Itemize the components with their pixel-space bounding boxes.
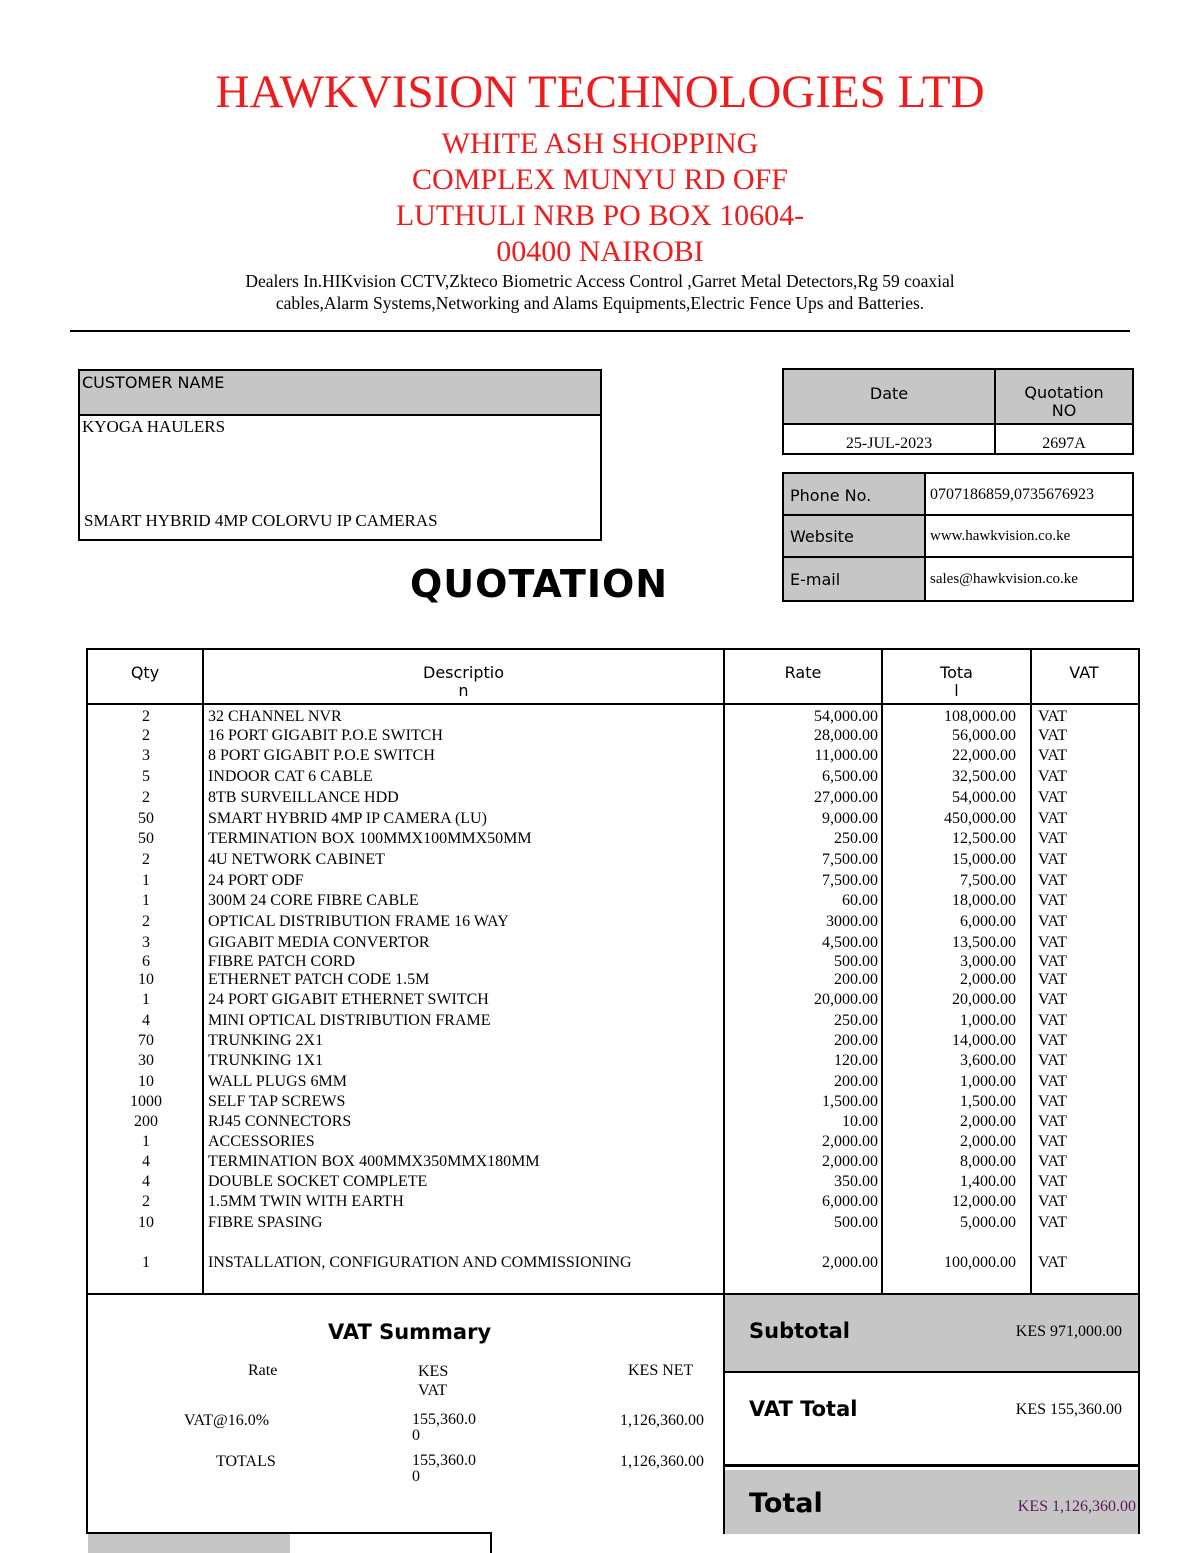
row-vat: VAT [1038, 1073, 1068, 1090]
row-vat: VAT [1038, 1032, 1068, 1049]
row-total: 3,000.00 [960, 953, 1016, 970]
row-vat: VAT [1038, 913, 1068, 930]
vat-summary-kes-vat-header [418, 1362, 448, 1400]
row-vat: VAT [1038, 953, 1068, 970]
table-row [88, 1072, 1138, 1092]
row-description: 8 PORT GIGABIT P.O.E SWITCH [208, 747, 435, 764]
row-qty: 30 [138, 1052, 154, 1069]
row-vat-line-2: 0 [412, 1427, 420, 1444]
row-total: 1,500.00 [960, 1093, 1016, 1110]
row-total: 7,500.00 [960, 872, 1016, 889]
row-total: 5,000.00 [960, 1214, 1016, 1231]
row-description: GIGABIT MEDIA CONVERTOR [208, 934, 430, 951]
row-description: 8TB SURVEILLANCE HDD [208, 789, 399, 806]
row-rate: 120.00 [834, 1052, 878, 1069]
quotation-no-label [996, 370, 1132, 425]
th-vat: VAT [1069, 663, 1099, 682]
row-description: INSTALLATION, CONFIGURATION AND COMMISSIONING [208, 1254, 632, 1271]
row-vat: VAT [1038, 934, 1068, 951]
row-description: ETHERNET PATCH CODE 1.5M [208, 971, 430, 988]
quotation-no-value: 2697A [1042, 435, 1086, 452]
row-qty: 10 [138, 1214, 154, 1231]
table-row [88, 990, 1138, 1010]
customer-header [80, 371, 600, 416]
row-rate: 250.00 [834, 1012, 878, 1029]
kes-vat-header-line-2: VAT [418, 1382, 448, 1399]
row-vat: VAT [1038, 1113, 1068, 1130]
row-qty: 4 [142, 1173, 150, 1190]
row-qty: 50 [138, 830, 154, 847]
footer-gray-cell [88, 1534, 290, 1553]
row-total: 2,000.00 [960, 1113, 1016, 1130]
table-row [88, 1112, 1138, 1132]
header-divider [70, 330, 1130, 332]
row-description: 24 PORT GIGABIT ETHERNET SWITCH [208, 991, 489, 1008]
row-rate: 500.00 [834, 953, 878, 970]
row-qty: 10 [138, 971, 154, 988]
table-row [88, 788, 1138, 808]
subtotal-box [725, 1295, 1138, 1373]
table-row [88, 970, 1138, 990]
row-description: SMART HYBRID 4MP IP CAMERA (LU) [208, 810, 487, 827]
row-qty: 2 [142, 727, 150, 744]
table-row [88, 809, 1138, 829]
row-description: TRUNKING 2X1 [208, 1032, 324, 1049]
table-row [88, 1172, 1138, 1192]
vat-summary-totals-label: TOTALS [216, 1453, 276, 1470]
row-vat: VAT [1038, 830, 1068, 847]
vat-total-label: VAT Total [749, 1397, 858, 1421]
row-qty: 70 [138, 1032, 154, 1049]
row-rate: 2,000.00 [822, 1254, 878, 1271]
vat-summary-row-vat [412, 1412, 476, 1444]
customer-name-label: CUSTOMER NAME [82, 373, 225, 392]
table-row [88, 726, 1138, 746]
grand-total-value: KES 1,126,360.00 [1017, 1498, 1136, 1515]
company-address-line-2: COMPLEX MUNYU RD OFF [412, 163, 788, 196]
row-rate: 6,500.00 [822, 768, 878, 785]
row-total: 108,000.00 [944, 708, 1016, 725]
row-vat: VAT [1038, 708, 1068, 725]
dealers-line-2: cables,Alarm Systems,Networking and Alams Equipments,Electric Fence Ups and Batteries. [275, 293, 925, 313]
table-row [88, 912, 1138, 932]
row-total: 100,000.00 [944, 1254, 1016, 1271]
row-rate: 54,000.00 [814, 708, 878, 725]
dealers-line-1: Dealers In.HIKvision CCTV,Zkteco Biometric Access Control ,Garret Metal Detectors,Rg 59 coaxial [245, 271, 955, 291]
th-total-line-2: l [954, 681, 959, 700]
table-row [88, 1192, 1138, 1212]
row-description: 300M 24 CORE FIBRE CABLE [208, 892, 419, 909]
row-total: 32,500.00 [952, 768, 1016, 785]
row-total: 54,000.00 [952, 789, 1016, 806]
row-vat: VAT [1038, 851, 1068, 868]
table-row [88, 850, 1138, 870]
row-rate: 200.00 [834, 1032, 878, 1049]
phone-value: 0707186859,0735676923 [926, 474, 1132, 516]
row-qty: 3 [142, 934, 150, 951]
table-row [88, 767, 1138, 787]
row-description: MINI OPTICAL DISTRIBUTION FRAME [208, 1012, 491, 1029]
row-rate: 350.00 [834, 1173, 878, 1190]
email-label: E-mail [784, 558, 926, 600]
table-row [88, 1011, 1138, 1031]
row-qty: 1000 [130, 1093, 162, 1110]
customer-name: KYOGA HAULERS [82, 417, 226, 436]
row-description: SELF TAP SCREWS [208, 1093, 346, 1110]
vat-total-box [725, 1373, 1138, 1467]
th-rate: Rate [784, 663, 822, 682]
vat-summary-rate-header: Rate [248, 1362, 278, 1379]
row-qty: 1 [142, 1254, 150, 1271]
row-description: 24 PORT ODF [208, 872, 304, 889]
row-rate: 200.00 [834, 971, 878, 988]
row-total: 12,500.00 [952, 830, 1016, 847]
row-rate: 10.00 [842, 1113, 878, 1130]
row-vat: VAT [1038, 1214, 1068, 1231]
row-description: FIBRE PATCH CORD [208, 953, 356, 970]
quotation-no-label-line-1: Quotation [1024, 383, 1104, 402]
row-vat: VAT [1038, 1153, 1068, 1170]
table-row [88, 933, 1138, 953]
table-row [88, 1031, 1138, 1051]
row-vat: VAT [1038, 747, 1068, 764]
row-total: 2,000.00 [960, 971, 1016, 988]
date-quotation-box [782, 368, 1134, 455]
table-row [88, 1051, 1138, 1071]
row-description: TRUNKING 1X1 [208, 1052, 324, 1069]
row-description: 4U NETWORK CABINET [208, 851, 385, 868]
table-row [88, 746, 1138, 766]
row-rate: 11,000.00 [814, 747, 878, 764]
vat-summary-title: VAT Summary [328, 1320, 492, 1344]
row-rate: 4,500.00 [822, 934, 878, 951]
row-qty: 2 [142, 708, 150, 725]
row-qty: 5 [142, 768, 150, 785]
company-address-line-3: LUTHULI NRB PO BOX 10604- [395, 199, 805, 232]
totals-vat-line-1: 155,360.0 [412, 1452, 476, 1469]
row-vat-line-1: 155,360.0 [412, 1411, 476, 1428]
row-rate: 200.00 [834, 1073, 878, 1090]
th-total-line-1: Tota [940, 663, 973, 682]
row-rate: 500.00 [834, 1214, 878, 1231]
totals-vat-line-2: 0 [412, 1468, 420, 1485]
row-total: 450,000.00 [944, 810, 1016, 827]
row-rate: 250.00 [834, 830, 878, 847]
row-vat: VAT [1038, 1254, 1068, 1271]
items-table [86, 648, 1140, 1534]
row-rate: 9,000.00 [822, 810, 878, 827]
row-description: ACCESSORIES [208, 1133, 315, 1150]
kes-vat-header-line-1: KES [418, 1363, 449, 1380]
th-total [883, 664, 1030, 700]
row-total: 1,400.00 [960, 1173, 1016, 1190]
grand-total-box [725, 1470, 1138, 1534]
row-rate: 7,500.00 [822, 851, 878, 868]
row-vat: VAT [1038, 991, 1068, 1008]
row-rate: 28,000.00 [814, 727, 878, 744]
vat-summary-kes-net-header: KES NET [628, 1362, 694, 1379]
th-description-line-1: Descriptio [423, 663, 504, 682]
row-vat: VAT [1038, 810, 1068, 827]
row-qty: 4 [142, 1012, 150, 1029]
table-row [88, 829, 1138, 849]
header-divider-line [88, 703, 1138, 705]
row-vat: VAT [1038, 1052, 1068, 1069]
row-qty: 1 [142, 1133, 150, 1150]
row-rate: 7,500.00 [822, 872, 878, 889]
table-row [88, 707, 1138, 727]
row-rate: 20,000.00 [814, 991, 878, 1008]
table-row [88, 1092, 1138, 1112]
row-qty: 1 [142, 892, 150, 909]
grand-total-label: Total [749, 1488, 823, 1519]
row-description: 1.5MM TWIN WITH EARTH [208, 1193, 404, 1210]
row-description: TERMINATION BOX 100MMX100MMX50MM [208, 830, 532, 847]
row-qty: 2 [142, 789, 150, 806]
row-vat: VAT [1038, 1012, 1068, 1029]
th-description [204, 664, 723, 700]
row-vat: VAT [1038, 789, 1068, 806]
row-qty: 2 [142, 851, 150, 868]
customer-item: SMART HYBRID 4MP COLORVU IP CAMERAS [84, 511, 438, 530]
table-row [88, 1152, 1138, 1172]
row-qty: 50 [138, 810, 154, 827]
row-qty: 4 [142, 1153, 150, 1170]
footer-divider [490, 1532, 492, 1553]
row-rate: 60.00 [842, 892, 878, 909]
contact-box [782, 472, 1134, 602]
row-rate: 1,500.00 [822, 1093, 878, 1110]
company-address-line-4: 00400 NAIROBI [496, 235, 704, 268]
quotation-title: QUOTATION [410, 562, 669, 606]
row-rate: 2,000.00 [822, 1133, 878, 1150]
row-total: 14,000.00 [952, 1032, 1016, 1049]
row-vat: VAT [1038, 872, 1068, 889]
date-value: 25-JUL-2023 [784, 425, 996, 453]
row-total: 13,500.00 [952, 934, 1016, 951]
row-vat: VAT [1038, 971, 1068, 988]
website-label: Website [784, 516, 926, 558]
table-row [88, 871, 1138, 891]
row-qty: 200 [134, 1113, 158, 1130]
table-row [88, 952, 1138, 972]
row-total: 6,000.00 [960, 913, 1016, 930]
row-qty: 3 [142, 747, 150, 764]
row-description: TERMINATION BOX 400MMX350MMX180MM [208, 1153, 540, 1170]
row-vat: VAT [1038, 892, 1068, 909]
row-vat: VAT [1038, 1173, 1068, 1190]
row-qty: 2 [142, 1193, 150, 1210]
company-name: HAWKVISION TECHNOLOGIES LTD [215, 66, 985, 118]
row-rate: 6,000.00 [822, 1193, 878, 1210]
table-row [88, 1132, 1138, 1152]
vat-summary-totals-net: 1,126,360.00 [620, 1453, 704, 1470]
row-qty: 1 [142, 872, 150, 889]
row-total: 56,000.00 [952, 727, 1016, 744]
row-total: 1,000.00 [960, 1012, 1016, 1029]
row-vat: VAT [1038, 727, 1068, 744]
email-value[interactable]: sales@hawkvision.co.ke [930, 571, 1078, 587]
website-value[interactable]: www.hawkvision.co.ke [926, 516, 1132, 558]
customer-box [78, 369, 602, 541]
th-qty: Qty [130, 663, 160, 682]
subtotal-value: KES 971,000.00 [1015, 1323, 1122, 1340]
row-rate: 27,000.00 [814, 789, 878, 806]
row-rate: 2,000.00 [822, 1153, 878, 1170]
row-qty: 10 [138, 1073, 154, 1090]
vat-summary-row-rate: VAT@16.0% [184, 1412, 270, 1429]
row-qty: 1 [142, 991, 150, 1008]
row-description: RJ45 CONNECTORS [208, 1113, 352, 1130]
row-description: DOUBLE SOCKET COMPLETE [208, 1173, 428, 1190]
row-total: 12,000.00 [952, 1193, 1016, 1210]
dealers-description [180, 270, 1020, 314]
table-row [88, 1213, 1138, 1233]
row-description: WALL PLUGS 6MM [208, 1073, 347, 1090]
phone-label: Phone No. [784, 474, 926, 516]
row-total: 15,000.00 [952, 851, 1016, 868]
row-total: 20,000.00 [952, 991, 1016, 1008]
vat-summary-row-net: 1,126,360.00 [620, 1412, 704, 1429]
table-row [88, 891, 1138, 911]
row-description: OPTICAL DISTRIBUTION FRAME 16 WAY [208, 913, 509, 930]
row-total: 2,000.00 [960, 1133, 1016, 1150]
row-vat: VAT [1038, 1093, 1068, 1110]
row-vat: VAT [1038, 768, 1068, 785]
quotation-no-label-line-2: NO [1051, 401, 1077, 420]
row-total: 22,000.00 [952, 747, 1016, 764]
row-total: 18,000.00 [952, 892, 1016, 909]
row-qty: 6 [142, 953, 150, 970]
row-total: 3,600.00 [960, 1052, 1016, 1069]
row-description: 32 CHANNEL NVR [208, 708, 342, 725]
vat-total-value: KES 155,360.00 [1015, 1401, 1122, 1418]
row-total: 8,000.00 [960, 1153, 1016, 1170]
date-label: Date [784, 370, 996, 425]
subtotal-label: Subtotal [749, 1319, 850, 1343]
row-rate: 3000.00 [826, 913, 878, 930]
th-description-line-2: n [458, 681, 469, 700]
row-description: INDOOR CAT 6 CABLE [208, 768, 373, 785]
row-description: 16 PORT GIGABIT P.O.E SWITCH [208, 727, 443, 744]
row-total: 1,000.00 [960, 1073, 1016, 1090]
row-qty: 2 [142, 913, 150, 930]
table-row [88, 1253, 1138, 1273]
company-address-line-1: WHITE ASH SHOPPING [441, 127, 759, 160]
vat-summary-totals-vat [412, 1453, 476, 1485]
row-vat: VAT [1038, 1193, 1068, 1210]
row-vat: VAT [1038, 1133, 1068, 1150]
row-description: FIBRE SPASING [208, 1214, 323, 1231]
